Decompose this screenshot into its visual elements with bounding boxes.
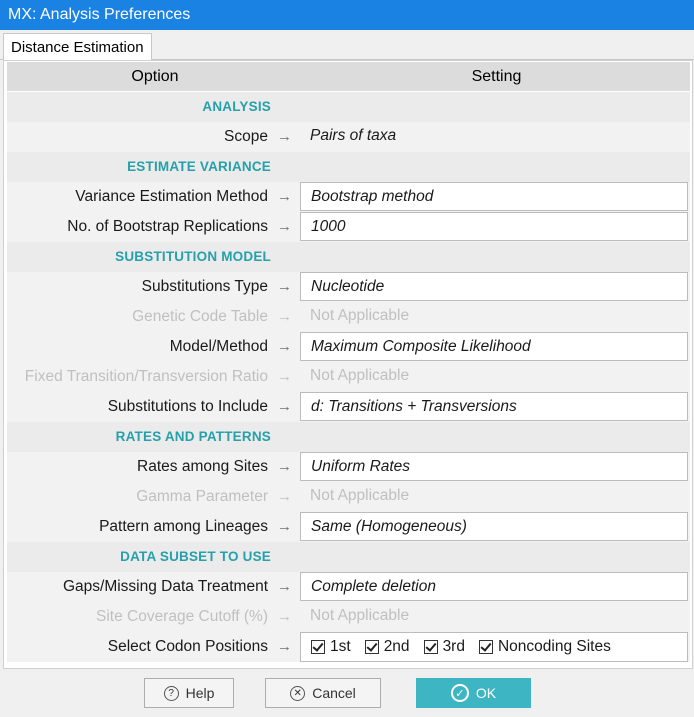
model-method-dropdown[interactable]: Maximum Composite Likelihood bbox=[300, 332, 688, 361]
option-row-substitutions-include bbox=[7, 392, 690, 422]
checkbox-1st[interactable] bbox=[311, 633, 351, 661]
group-analysis bbox=[7, 92, 690, 122]
rates-sites-dropdown[interactable]: Uniform Rates bbox=[300, 452, 688, 481]
option-label: Pattern among Lineages bbox=[99, 518, 268, 535]
checkbox-checked-icon bbox=[424, 640, 438, 654]
arrow-icon: → bbox=[277, 398, 292, 415]
pattern-dropdown[interactable]: Same (Homogeneous) bbox=[300, 512, 688, 541]
option-row-codon-positions bbox=[7, 632, 690, 662]
checkbox-2nd[interactable] bbox=[365, 633, 410, 661]
option-label: Fixed Transition/Transversion Ratio bbox=[24, 368, 268, 385]
option-row-fixed-ratio bbox=[7, 362, 690, 392]
group-substitution-model bbox=[7, 242, 690, 272]
arrow-icon: → bbox=[277, 218, 292, 235]
option-row-substitutions-type bbox=[7, 272, 690, 302]
arrow-icon: → bbox=[277, 278, 292, 295]
help-label: Help bbox=[185, 685, 215, 701]
header-option: Option bbox=[131, 68, 179, 85]
option-label: Gaps/Missing Data Treatment bbox=[62, 578, 268, 595]
arrow-icon: → bbox=[277, 608, 292, 625]
option-row-bootstrap-replications bbox=[7, 212, 690, 242]
option-label: Site Coverage Cutoff (%) bbox=[95, 608, 268, 625]
option-label: Scope bbox=[224, 128, 268, 145]
option-row-variance-method bbox=[7, 182, 690, 212]
checkbox-label: 1st bbox=[330, 638, 351, 655]
fixed-ratio-value: Not Applicable bbox=[310, 367, 410, 384]
checkbox-label: Noncoding Sites bbox=[497, 638, 611, 655]
option-label: Variance Estimation Method bbox=[75, 188, 268, 205]
option-label: No. of Bootstrap Replications bbox=[67, 218, 268, 235]
tab-strip bbox=[0, 30, 694, 60]
option-label: Genetic Code Table bbox=[132, 308, 268, 325]
option-row-site-coverage bbox=[7, 602, 690, 632]
checkbox-label: 3rd bbox=[442, 638, 465, 655]
checkbox-checked-icon bbox=[479, 640, 493, 654]
bootstrap-replications-input[interactable]: 1000 bbox=[300, 212, 688, 241]
option-row-rates-sites bbox=[7, 452, 690, 482]
group-rates-patterns bbox=[7, 422, 690, 452]
dialog-footer bbox=[0, 669, 694, 717]
option-label: Rates among Sites bbox=[137, 458, 268, 475]
table-header bbox=[7, 62, 690, 91]
group-data-subset bbox=[7, 542, 690, 572]
codon-positions-box bbox=[300, 632, 688, 662]
arrow-icon: → bbox=[277, 518, 292, 535]
arrow-icon: → bbox=[277, 338, 292, 355]
option-row-gamma bbox=[7, 482, 690, 512]
cancel-button[interactable] bbox=[265, 678, 381, 708]
check-icon: ✓ bbox=[451, 684, 469, 702]
site-coverage-value: Not Applicable bbox=[310, 607, 410, 624]
substitutions-type-dropdown[interactable]: Nucleotide bbox=[300, 272, 688, 301]
option-label: Model/Method bbox=[169, 338, 268, 355]
ok-label: OK bbox=[475, 685, 497, 701]
option-label: Select Codon Positions bbox=[107, 638, 268, 655]
preferences-table bbox=[3, 60, 693, 669]
checkbox-label: 2nd bbox=[383, 638, 410, 655]
arrow-icon: → bbox=[277, 308, 292, 325]
cancel-label: Cancel bbox=[312, 685, 356, 701]
group-title: DATA SUBSET TO USE bbox=[120, 549, 271, 564]
group-title: RATES AND PATTERNS bbox=[115, 429, 271, 444]
checkbox-noncoding-sites[interactable] bbox=[479, 633, 611, 661]
checkbox-checked-icon bbox=[311, 640, 325, 654]
group-title: ANALYSIS bbox=[202, 99, 271, 114]
option-row-genetic-code-table bbox=[7, 302, 690, 332]
arrow-icon: → bbox=[277, 188, 292, 205]
option-label: Gamma Parameter bbox=[136, 488, 268, 505]
option-label: Substitutions Type bbox=[141, 278, 268, 295]
option-row-scope bbox=[7, 122, 690, 152]
arrow-icon: → bbox=[277, 638, 292, 655]
arrow-icon: → bbox=[277, 458, 292, 475]
tab-distance-estimation[interactable]: Distance Estimation bbox=[3, 33, 152, 60]
arrow-icon: → bbox=[277, 578, 292, 595]
checkbox-checked-icon bbox=[365, 640, 379, 654]
scope-value[interactable]: Pairs of taxa bbox=[310, 127, 397, 144]
group-title: SUBSTITUTION MODEL bbox=[115, 249, 271, 264]
genetic-code-value: Not Applicable bbox=[310, 307, 410, 324]
group-estimate-variance bbox=[7, 152, 690, 182]
gamma-value: Not Applicable bbox=[310, 487, 410, 504]
arrow-icon: → bbox=[277, 368, 292, 385]
option-row-pattern bbox=[7, 512, 690, 542]
window-title-bar bbox=[0, 0, 694, 30]
arrow-icon: → bbox=[277, 488, 292, 505]
gaps-dropdown[interactable]: Complete deletion bbox=[300, 572, 688, 601]
variance-method-dropdown[interactable]: Bootstrap method bbox=[300, 182, 688, 211]
help-button[interactable] bbox=[144, 678, 234, 708]
close-icon: ✕ bbox=[290, 686, 305, 701]
arrow-icon: → bbox=[277, 128, 292, 145]
header-setting: Setting bbox=[471, 68, 522, 85]
substitutions-include-dropdown[interactable]: d: Transitions + Transversions bbox=[300, 392, 688, 421]
ok-button[interactable] bbox=[416, 678, 531, 708]
option-row-gaps bbox=[7, 572, 690, 602]
window-title: MX: Analysis Preferences bbox=[8, 6, 191, 23]
option-row-model-method bbox=[7, 332, 690, 362]
help-icon: ? bbox=[164, 686, 179, 701]
option-label: Substitutions to Include bbox=[107, 398, 268, 415]
group-title: ESTIMATE VARIANCE bbox=[127, 159, 271, 174]
checkbox-3rd[interactable] bbox=[424, 633, 465, 661]
